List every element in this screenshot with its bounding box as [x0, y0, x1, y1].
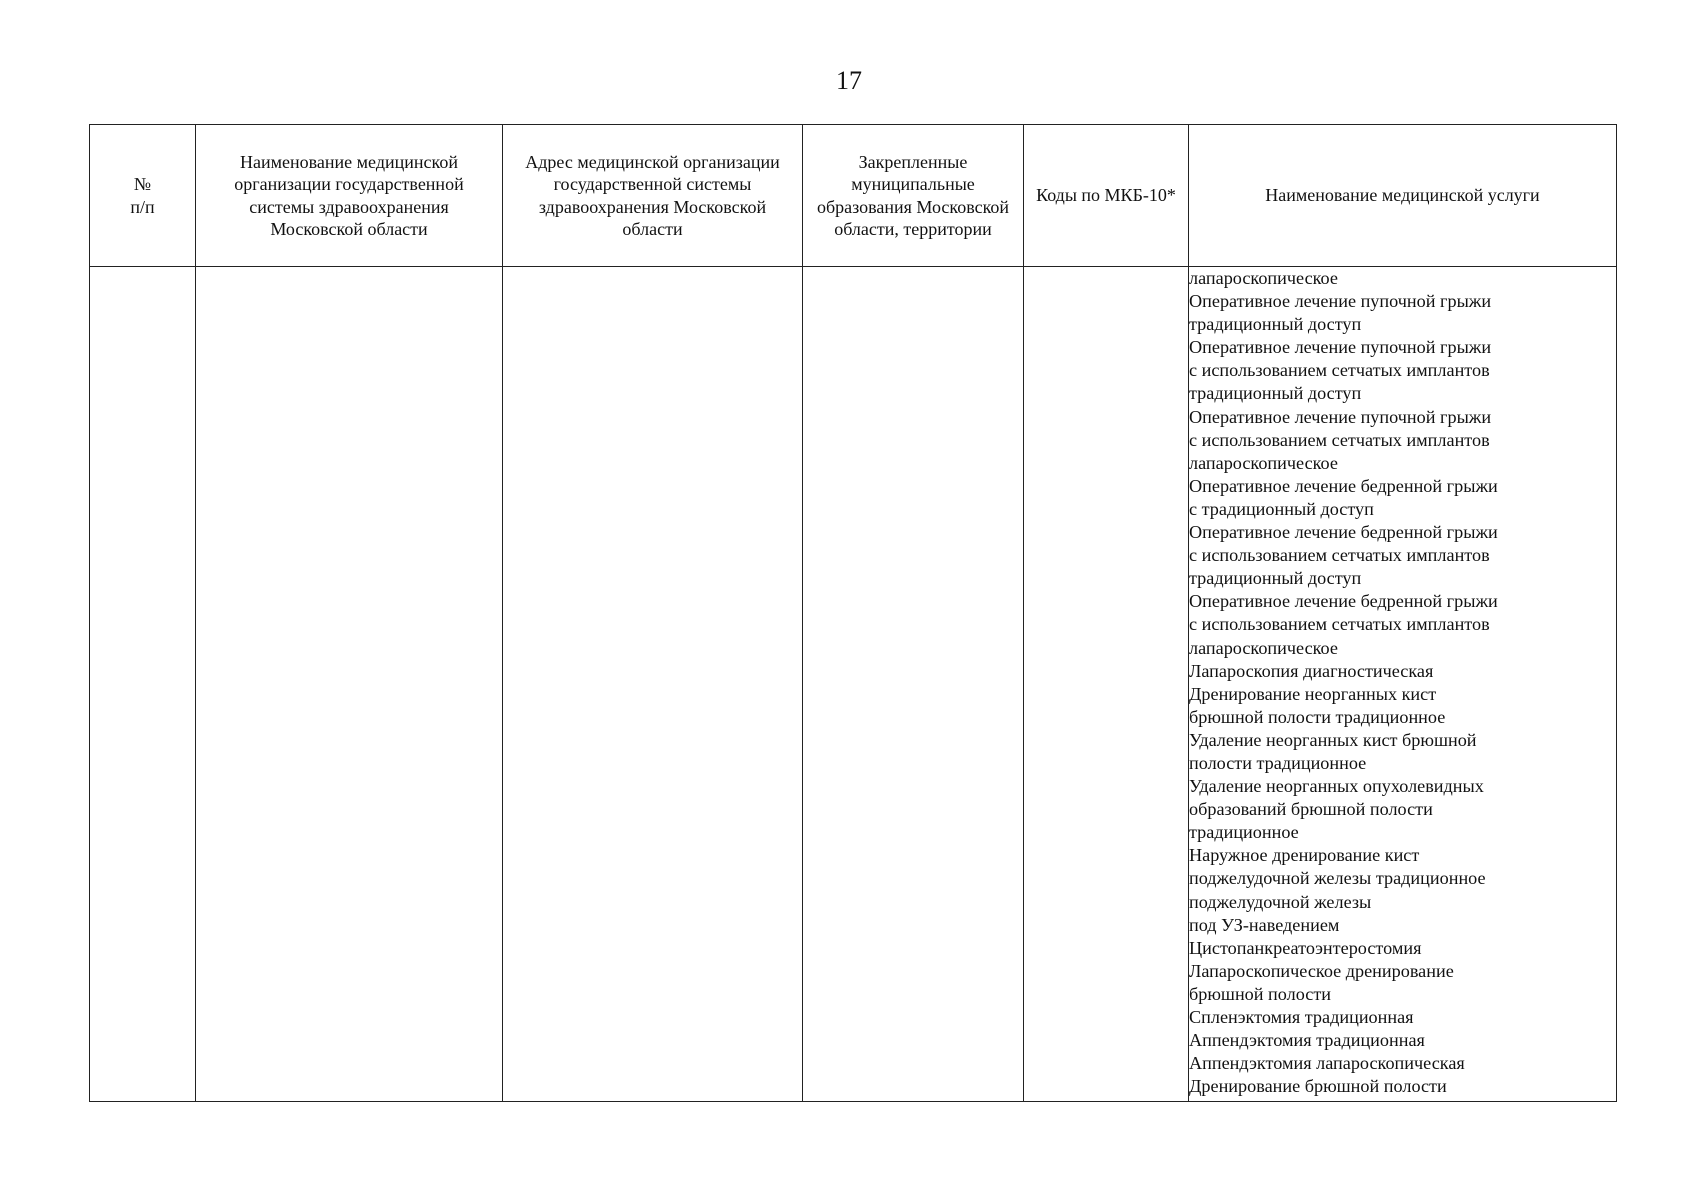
service-line: Аппендэктомия традиционная	[1189, 1030, 1425, 1051]
service-line: лапароскопическое	[1189, 637, 1338, 658]
header-number	[90, 125, 196, 267]
service-line: с использованием сетчатых имплантов	[1189, 545, 1490, 566]
header-icd-codes-label: Коды по МКБ-10*	[1036, 185, 1176, 206]
service-line: брюшной полости	[1189, 983, 1332, 1004]
cell-municipalities	[803, 267, 1024, 1102]
cell-icd-codes	[1024, 267, 1189, 1102]
services-list	[1189, 267, 1616, 1098]
service-line: лапароскопическое	[1189, 452, 1338, 473]
table-header-row	[90, 125, 1617, 267]
header-address	[503, 125, 803, 267]
service-line: полости традиционное	[1189, 752, 1367, 773]
header-municipalities	[803, 125, 1024, 267]
header-organization	[196, 125, 503, 267]
service-line: с использованием сетчатых имплантов	[1189, 429, 1490, 450]
service-line: с использованием сетчатых имплантов	[1189, 614, 1490, 635]
cell-organization	[196, 267, 503, 1102]
service-line: поджелудочной железы	[1189, 891, 1372, 912]
service-line: с использованием сетчатых имплантов	[1189, 360, 1490, 381]
cell-address	[503, 267, 803, 1102]
service-line: Цистопанкреатоэнтеростомия	[1189, 937, 1422, 958]
table-row	[90, 267, 1617, 1102]
header-service-name-label: Наименование медицинской услуги	[1265, 185, 1540, 206]
service-line: Оперативное лечение пупочной грыжи	[1189, 337, 1492, 358]
service-line: поджелудочной железы традиционное	[1189, 868, 1486, 889]
service-line: Оперативное лечение бедренной грыжи	[1189, 522, 1498, 543]
service-line: Спленэктомия традиционная	[1189, 1007, 1414, 1027]
service-line: традиционное	[1189, 822, 1299, 843]
service-line: Наружное дренирование кист	[1189, 845, 1420, 866]
service-line: Аппендэктомия лапароскопическая	[1189, 1053, 1465, 1074]
service-line: Оперативное лечение пупочной грыжи	[1189, 291, 1492, 312]
header-number-label: № п/п	[130, 174, 155, 217]
service-line: традиционный доступ	[1189, 383, 1362, 404]
cell-number	[90, 267, 196, 1102]
service-line: Дренирование брюшной полости	[1189, 1076, 1447, 1097]
service-line: Удаление неорганных опухолевидных	[1189, 776, 1484, 797]
page-number: 17	[836, 66, 862, 95]
service-line: Оперативное лечение пупочной грыжи	[1189, 406, 1492, 427]
header-municipalities-label: Закрепленные муниципальные образования Московской области, территории	[816, 151, 1010, 239]
service-line: лапароскопическое	[1189, 268, 1338, 288]
service-line: Дренирование неорганных кист	[1189, 683, 1437, 704]
header-organization-label: Наименование медицинской организации государственной системы здравоохранения Московской области	[234, 151, 464, 239]
service-line: традиционный доступ	[1189, 314, 1362, 335]
services-table	[89, 124, 1617, 1102]
service-line: образований брюшной полости	[1189, 799, 1433, 820]
service-line: Лапароскопия диагностическая	[1189, 660, 1434, 681]
service-line: с традиционный доступ	[1189, 498, 1374, 519]
service-line: под УЗ-наведением	[1189, 914, 1340, 935]
service-line: Лапароскопическое дренирование	[1189, 960, 1454, 981]
service-line: Оперативное лечение бедренной грыжи	[1189, 591, 1498, 612]
service-line: брюшной полости традиционное	[1189, 706, 1446, 727]
cell-services	[1189, 267, 1617, 1102]
header-service-name	[1189, 125, 1617, 267]
service-line: традиционный доступ	[1189, 568, 1362, 589]
service-line: Удаление неорганных кист брюшной	[1189, 729, 1477, 750]
header-icd-codes	[1024, 125, 1189, 267]
service-line: Оперативное лечение бедренной грыжи	[1189, 475, 1498, 496]
header-address-label: Адрес медицинской организации государственной системы здравоохранения Московской области	[525, 151, 780, 239]
